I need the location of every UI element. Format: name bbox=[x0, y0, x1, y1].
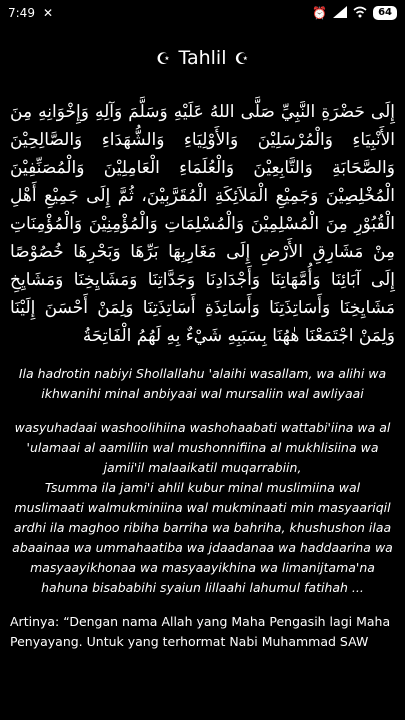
status-time: 7:49 bbox=[8, 6, 35, 20]
crescent-star-icon: ☪ bbox=[234, 48, 249, 68]
latin-transliteration bbox=[10, 364, 395, 598]
latin-paragraph: Ila hadrotin nabiyi Shollallahu 'alaihi wasallam, wa alihi wa ikhwanihi minal anbiyaai wal mursaliin wal awliyaai bbox=[18, 366, 387, 401]
status-left bbox=[8, 6, 53, 20]
latin-paragraph: wasyuhadaai washoolihiina washohaabati wattabi'iina wa al 'ulamaai al aamiliin wal mushonnifiina al mukhlisiina wa jamii'il malaaikatil muqarrabiin, bbox=[14, 420, 391, 475]
status-bar bbox=[0, 0, 405, 26]
signal-icon bbox=[333, 6, 347, 21]
wifi-icon bbox=[353, 6, 367, 21]
crescent-star-icon: ☪ bbox=[156, 48, 171, 68]
status-right bbox=[312, 6, 397, 21]
arabic-prayer-text: إِلَى حَضْرَةِ النَّبِيِّ صَلَّى اللهُ عَلَيْهِ وَسَلَّمَ وَآلِهِ وَإِخْوَانِهِ مِنَ الأَنْبِيَاءِ وَالْمُرْسَلِيْنَ وَالأَوْلِيَاءِ وَالشُّهَدَاءِ وَالصَّالِحِيْنَ وَالصَّحَابَةِ وَالتَّابِعِيْنَ وَالْعُلَمَاءِ الْعَامِلِيْنَ وَالْمُصَنِّفِيْنَ الْمُخْلِصِيْنَ وَجَمِيْعِ الْمَلاَئِكَةِ الْمُقَرَّبِيْنَ، ثُمَّ إِلَى جَمِيْعِ أَهْلِ الْقُبُوْرِ مِنَ الْمُسْلِمِيْنَ وَالْمُسْلِمَاتِ وَالْمُؤْمِنِيْنَ وَالْمُؤْمِنَاتِ مِنْ مَشَارِقِ الأَرْضِ إِلَى مَغَارِبِهَا بَرِّهَا وَبَحْرِهَا خُصُوْصًا إِلَى آبَائِنَا وَأُمَّهَاتِنَا وَأَجْدَادِنَا وَجَدَّاتِنَا وَمَشَايِخِنَا وَمَشَايِخِ مَشَايِخِنَا وَأَسَاتِذَتِنَا وَأَسَاتِذَةِ أَسَاتِذَتِنَا وَلِمَنْ أَحْسَنَ إِلَيْنَا وَلِمَنْ اجْتَمَعْنَا هٰهُنَا بِسَبَبِهِ شَيْءٌ بِهِ لَهُمُ الْفَاتِحَةُ bbox=[10, 102, 395, 346]
page-title: Tahlil bbox=[178, 47, 227, 69]
latin-paragraph: Tsumma ila jami'i ahlil kubur minal muslimiina wal muslimaati walmukminiina wal mukminaati min masyaariqil ardhi ila maghoo ribiha barriha wa bahriha, khushushon ilaa abaainaa wa ummahaatiba wa jdaadanaa wa haddaarina wa masyaayikhonaa wa masyaayikhina wa limanijtama'na hahuna bisababihi syaiun lillaahi lahumul fatihah ... bbox=[12, 480, 393, 595]
scroll-content[interactable] bbox=[0, 90, 405, 720]
translation-text: Artinya: “Dengan nama Allah yang Maha Pengasih lagi Maha Penyayang. Untuk yang terhormat Nabi Muhammad SAW bbox=[10, 614, 391, 649]
header bbox=[0, 26, 405, 90]
alarm-icon: ⏰ bbox=[312, 6, 328, 20]
battery-indicator: 64 bbox=[373, 6, 397, 20]
close-icon: ✕ bbox=[42, 6, 54, 20]
